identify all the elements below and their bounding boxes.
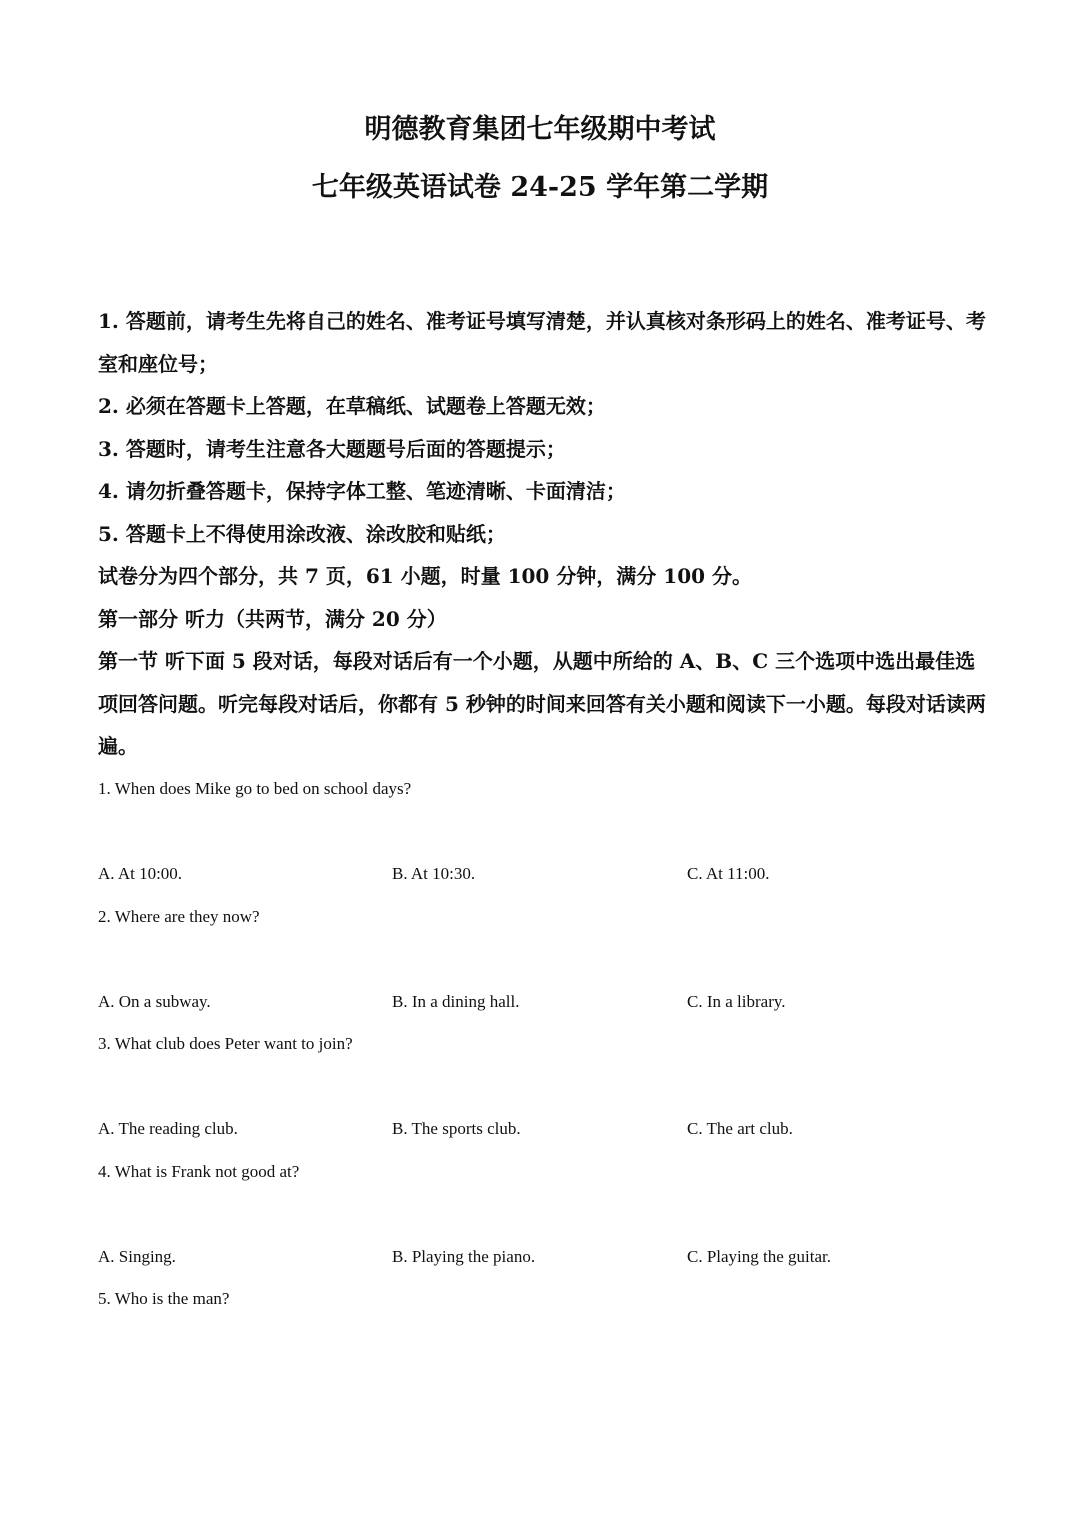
option-c: C. Playing the guitar. [687,1246,832,1266]
option-c: C. In a library. [687,991,786,1011]
exam-summary: 试卷分为四个部分，共 7 页，61 小题，时量 100 分钟，满分 100 分。 [98,564,752,588]
instruction-item: 5. 答题卡上不得使用涂改液、涂改胶和贴纸； [98,521,506,546]
exam-title: 明德教育集团七年级期中考试 [364,114,716,145]
part-heading: 第一部分 听力（共两节，满分 20 分） [98,606,447,631]
option-b: B. The sports club. [392,1119,521,1138]
option-a: A. At 10:00. [98,864,183,883]
question-list [98,772,988,1282]
question-stem: 5. Who is the man? [98,1289,230,1308]
instruction-item: 3. 答题时，请考生注意各大题题号后面的答题提示； [98,436,566,461]
option-b: B. Playing the piano. [392,1246,536,1266]
question-stem: 2. Where are they now? [98,906,260,926]
section-directions: 第一节 听下面 5 段对话，每段对话后有一个小题，从题中所给的 A、B、C 三个选项中选出最佳选项回答问题。听完每段对话后，你都有 5 秒钟的时间来回答有关小题和阅读下一小题。每段对话读两遍。 [98,649,986,758]
question-stem: 1. When does Mike go to bed on school days? [98,779,412,798]
option-c: C. At 11:00. [687,864,770,883]
option-c: C. The art club. [687,1119,793,1138]
instructions [98,300,988,768]
question [98,1027,988,1155]
instruction-item: 4. 请勿折叠答题卡，保持字体工整、笔迹清晰、卡面清洁； [98,479,626,503]
question-stem: 4. What is Frank not good at? [98,1161,300,1181]
instruction-item: 2. 必须在答题卡上答题，在草稿纸、试题卷上答题无效； [98,394,606,418]
option-a: A. On a subway. [98,991,211,1011]
question-stem: 3. What club does Peter want to join? [98,1034,353,1053]
option-b: B. At 10:30. [392,864,476,883]
question [98,772,988,900]
option-a: A. Singing. [98,1246,176,1266]
option-a: A. The reading club. [98,1119,238,1138]
instruction-item: 1. 答题前，请考生先将自己的姓名、准考证号填写清楚，并认真核对条形码上的姓名、准考证号、考室和座位号； [98,309,986,376]
option-b: B. In a dining hall. [392,991,520,1011]
question [98,900,988,1028]
exam-subtitle: 七年级英语试卷 24-25 学年第二学期 [311,172,769,203]
question [98,1155,988,1283]
